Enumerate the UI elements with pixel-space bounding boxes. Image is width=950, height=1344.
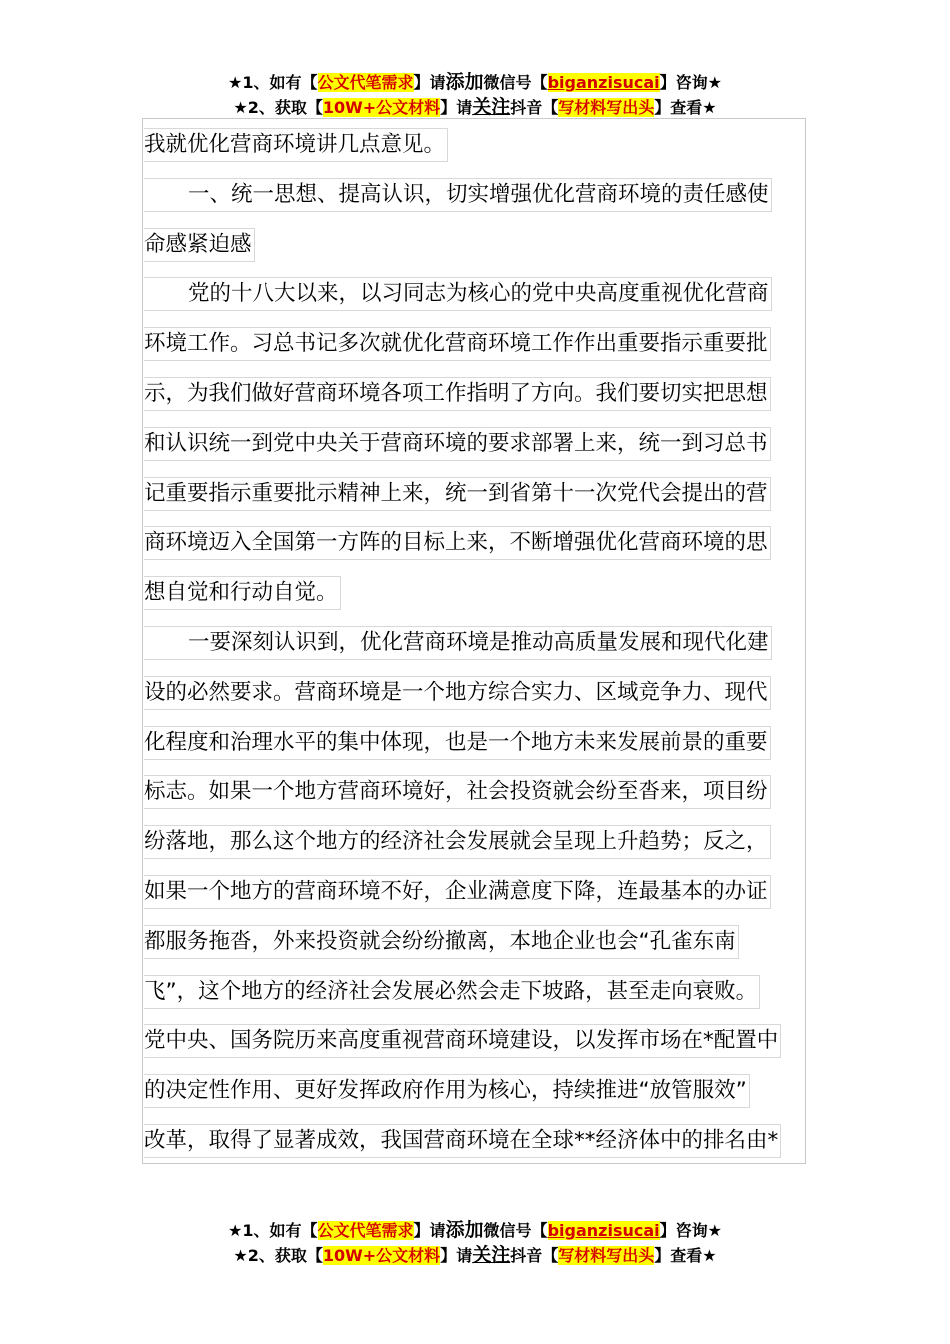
promo-text: 微信号【	[483, 1221, 548, 1240]
text-line: 设的必然要求。营商环境是一个地方综合实力、区域竞争力、现代	[144, 668, 804, 718]
text-line: 纷落地，那么这个地方的经济社会发展就会呈现上升趋势；反之，	[144, 817, 804, 867]
promo-text: 】咨询★	[659, 73, 722, 92]
promo-line-1	[0, 70, 950, 95]
douyin-account-highlight: 写材料写出头	[558, 1246, 655, 1265]
text-line: 飞”，这个地方的经济社会发展必然会走下坡路，甚至走向衰败。	[144, 967, 804, 1017]
promo-text: ★1、如有【	[228, 73, 318, 92]
header-promo-banner	[0, 70, 950, 120]
text-line: 都服务拖沓，外来投资就会纷纷撤离，本地企业也会“孔雀东南	[144, 917, 804, 967]
text-line: 的决定性作用、更好发挥政府作用为核心，持续推进“放管服效”	[144, 1066, 804, 1116]
wechat-id-link[interactable]: biganzisucai	[547, 73, 660, 92]
text-line: 标志。如果一个地方营商环境好，社会投资就会纷至沓来，项目纷	[144, 767, 804, 817]
promo-text: 】查看★	[654, 98, 717, 117]
text-line: 命感紧迫感	[144, 220, 804, 270]
promo-text: ★2、获取【	[233, 1246, 323, 1265]
douyin-account-highlight: 写材料写出头	[558, 98, 655, 117]
promo-line-1	[0, 1218, 950, 1243]
promo-line-2	[0, 1243, 950, 1268]
text-line: 示，为我们做好营商环境各项工作指明了方向。我们要切实把思想	[144, 369, 804, 419]
promo-emphasis: 关注	[472, 96, 511, 118]
promo-text: 】请	[413, 73, 446, 92]
promo-text: 】查看★	[654, 1246, 717, 1265]
text-line: 党的十八大以来，以习同志为核心的党中央高度重视优化营商	[144, 269, 804, 319]
promo-text: 】请	[440, 1246, 473, 1265]
document-body	[144, 120, 804, 1166]
text-line: 想自觉和行动自觉。	[144, 568, 804, 618]
text-line: 如果一个地方的营商环境不好，企业满意度下降，连最基本的办证	[144, 867, 804, 917]
text-line: 党中央、国务院历来高度重视营商环境建设，以发挥市场在*配置中	[144, 1016, 804, 1066]
promo-text: 】咨询★	[659, 1221, 722, 1240]
promo-emphasis: 添加	[445, 71, 484, 93]
promo-text: ★1、如有【	[228, 1221, 318, 1240]
footer-promo-banner	[0, 1218, 950, 1268]
promo-highlight: 公文代笔需求	[317, 73, 414, 92]
promo-highlight: 10W+公文材料	[322, 1246, 441, 1265]
promo-highlight: 公文代笔需求	[317, 1221, 414, 1240]
text-line: 我就优化营商环境讲几点意见。	[144, 120, 804, 170]
text-line: 环境工作。习总书记多次就优化营商环境工作作出重要指示重要批	[144, 319, 804, 369]
promo-text: 】请	[440, 98, 473, 117]
text-line: 记重要指示重要批示精神上来，统一到省第十一次党代会提出的营	[144, 469, 804, 519]
text-line: 一、统一思想、提高认识，切实增强优化营商环境的责任感使	[144, 170, 804, 220]
text-line: 商环境迈入全国第一方阵的目标上来，不断增强优化营商环境的思	[144, 518, 804, 568]
promo-text: 】请	[413, 1221, 446, 1240]
promo-emphasis: 添加	[445, 1219, 484, 1241]
promo-text: 抖音【	[510, 1246, 559, 1265]
text-line: 化程度和治理水平的集中体现，也是一个地方未来发展前景的重要	[144, 718, 804, 768]
promo-line-2	[0, 95, 950, 120]
text-line: 和认识统一到党中央关于营商环境的要求部署上来，统一到习总书	[144, 419, 804, 469]
text-line: 改革，取得了显著成效，我国营商环境在全球**经济体中的排名由*	[144, 1116, 804, 1166]
promo-text: 微信号【	[483, 73, 548, 92]
promo-highlight: 10W+公文材料	[322, 98, 441, 117]
promo-text: 抖音【	[510, 98, 559, 117]
wechat-id-link[interactable]: biganzisucai	[547, 1221, 660, 1240]
promo-emphasis: 关注	[472, 1244, 511, 1266]
text-line: 一要深刻认识到，优化营商环境是推动高质量发展和现代化建	[144, 618, 804, 668]
promo-text: ★2、获取【	[233, 98, 323, 117]
